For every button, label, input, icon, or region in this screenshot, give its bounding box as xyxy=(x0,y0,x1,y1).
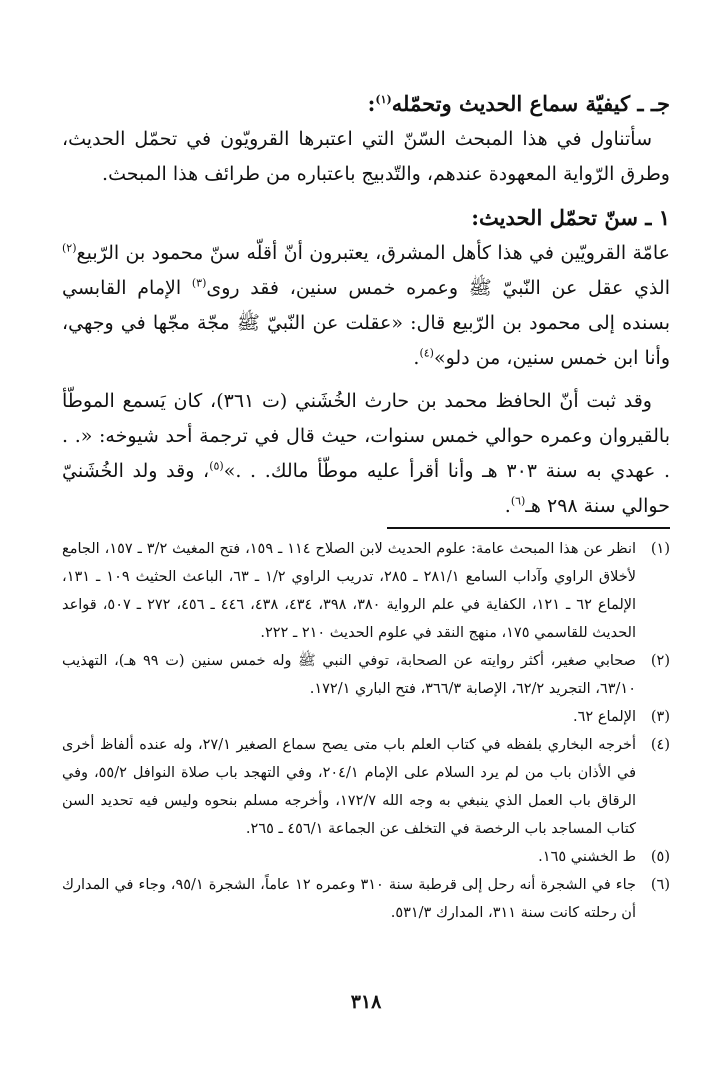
section-heading-colon: : xyxy=(367,91,376,116)
footnote-ref-6: (٦) xyxy=(510,494,526,508)
intro-paragraph: سأتناول في هذا المبحث السّنّ التي اعتبرها القرويّون في تحمّل الحديث، وطرق الرّواية المعهودة عندهم، والتّدبيج باعتباره من طرائف هذا المبحث. xyxy=(62,128,670,185)
footnotes xyxy=(62,535,670,927)
page-number: ٣١٨ xyxy=(350,991,382,1013)
paragraph-text: عامّة القرويّين في هذا كأهل المشرق، يعتبرون أنّ أقلّه سنّ محمود بن الرّبيع xyxy=(76,242,670,264)
paragraph-text: ، وقد ولد الخُشَنيّ حوالي سنة ٢٩٨ هـ xyxy=(62,460,670,517)
footnote-item xyxy=(62,843,670,871)
footnote-item xyxy=(62,647,670,703)
subheading-age-of-reception: ١ ـ سنّ تحمّل الحديث: xyxy=(471,205,670,230)
footnote-number: (٥) xyxy=(650,849,670,865)
section-heading xyxy=(62,86,670,122)
footnote-ref-2: (٢) xyxy=(62,241,77,255)
footnote-item xyxy=(62,535,670,647)
footnote-item xyxy=(62,731,670,843)
section-heading-text: جـ ـ كيفيّة سماع الحديث وتحمّله xyxy=(391,91,670,116)
paragraph-text: . xyxy=(413,347,420,369)
footnote-separator xyxy=(387,527,670,529)
footnote-ref-3: (٣) xyxy=(191,276,207,290)
footnote-number: (٢) xyxy=(650,653,670,669)
footnote-ref-5: (٥) xyxy=(209,459,224,473)
footnote-number: (١) xyxy=(650,541,670,557)
footnote-text: صحابي صغير، أكثر روايته عن الصحابة، توفي النبي ﷺ وله خمس سنين (ت ٩٩ هـ)، التهذيب ٦٣/١٠، التجريد ٦٢/٢، الإصابة ٣٦٦/٣، فتح الباري ١٧٢/١. xyxy=(62,653,636,697)
footnote-text: الإلماع ٦٢. xyxy=(573,709,636,725)
footnote-number: (٣) xyxy=(650,709,670,725)
paragraph-khushani xyxy=(62,384,670,524)
footnote-ref-1: (١) xyxy=(375,93,392,106)
footnote-text: أخرجه البخاري بلفظه في كتاب العلم باب متى يصح سماع الصغير ٢٧/١، وله عنده ألفاظ أخرى في الأذان باب من لم يرد السلام على الإمام ٢٠٤/١، وفي التهجد باب صلاة النوافل ٥٥/٢، وفي الرقاق باب العمل الذي ينبغي به وجه الله ١٧٢/٧، وأخرجه مسلم بنحوه وليس فيه تحديد السن كتاب المساجد باب الرخصة في التخلف عن الجماعة ٤٥٦/١ ـ ٢٦٥. xyxy=(62,737,637,837)
footnote-text: ط الخشني ١٦٥. xyxy=(538,849,636,865)
footnote-ref-4: (٤) xyxy=(419,346,434,360)
footnote-number: (٦) xyxy=(650,877,670,893)
paragraph-text: . xyxy=(504,495,511,517)
footnote-item xyxy=(62,703,670,731)
paragraph-text: الإمام القابسي بسنده إلى محمود بن الرّبيع قال: «عقلت عن النّبيّ ﷺ مجّة مجّها في وجهي، وأنا ابن خمس سنين، من دلو» xyxy=(62,277,670,369)
footnote-text: انظر عن هذا المبحث عامة: علوم الحديث لابن الصلاح ١١٤ ـ ١٥٩، فتح المغيث ٣/٢ ـ ١٥٧، الجامع لأخلاق الراوي وآداب السامع ٢٨١/١ ـ ٢٨٥، تدريب الراوي ١/٢ ـ ٦٣، الباعث الحثيث ١٠٩ ـ ١٣١، الإلماع ٦٢ ـ ١٢١، الكفاية في علم الرواية ٣٨٠، ٣٩٨، ٤٣٤، ٤٣٨، ٤٤٦ ـ ٤٥٦، ٢٧٢ ـ ٥٠٧، قواعد الحديث للقاسمي ١٧٥، منهج النقد في علوم الحديث ٢١٠ ـ ٢٢٢. xyxy=(62,541,637,641)
footnote-number: (٤) xyxy=(650,737,670,753)
footnote-text: جاء في الشجرة أنه رحل إلى قرطبة سنة ٣١٠ وعمره ١٢ عاماً، الشجرة ٩٥/١، وجاء في المدارك أن رحلته كانت سنة ٣١١، المدارك ٥٣١/٣. xyxy=(62,877,636,921)
paragraph-text: وقد ثبت أنّ الحافظ محمد بن حارث الخُشَني (ت ٣٦١)، كان يَسمع الموطّأ بالقيروان وعمره حوالي خمس سنوات، حيث قال في ترجمة أحد شيوخه: «. . . عهدي به سنة ٣٠٣ هـ وأنا أقرأ عليه موطّأ مالك. . .» xyxy=(62,390,670,482)
footnote-item xyxy=(62,871,670,927)
paragraph-age-of-reception xyxy=(62,236,670,376)
book-page xyxy=(62,86,670,1046)
paragraph-text: الذي عقل عن النّبيّ ﷺ وعمره خمس سنين، فقد روى xyxy=(206,277,670,299)
